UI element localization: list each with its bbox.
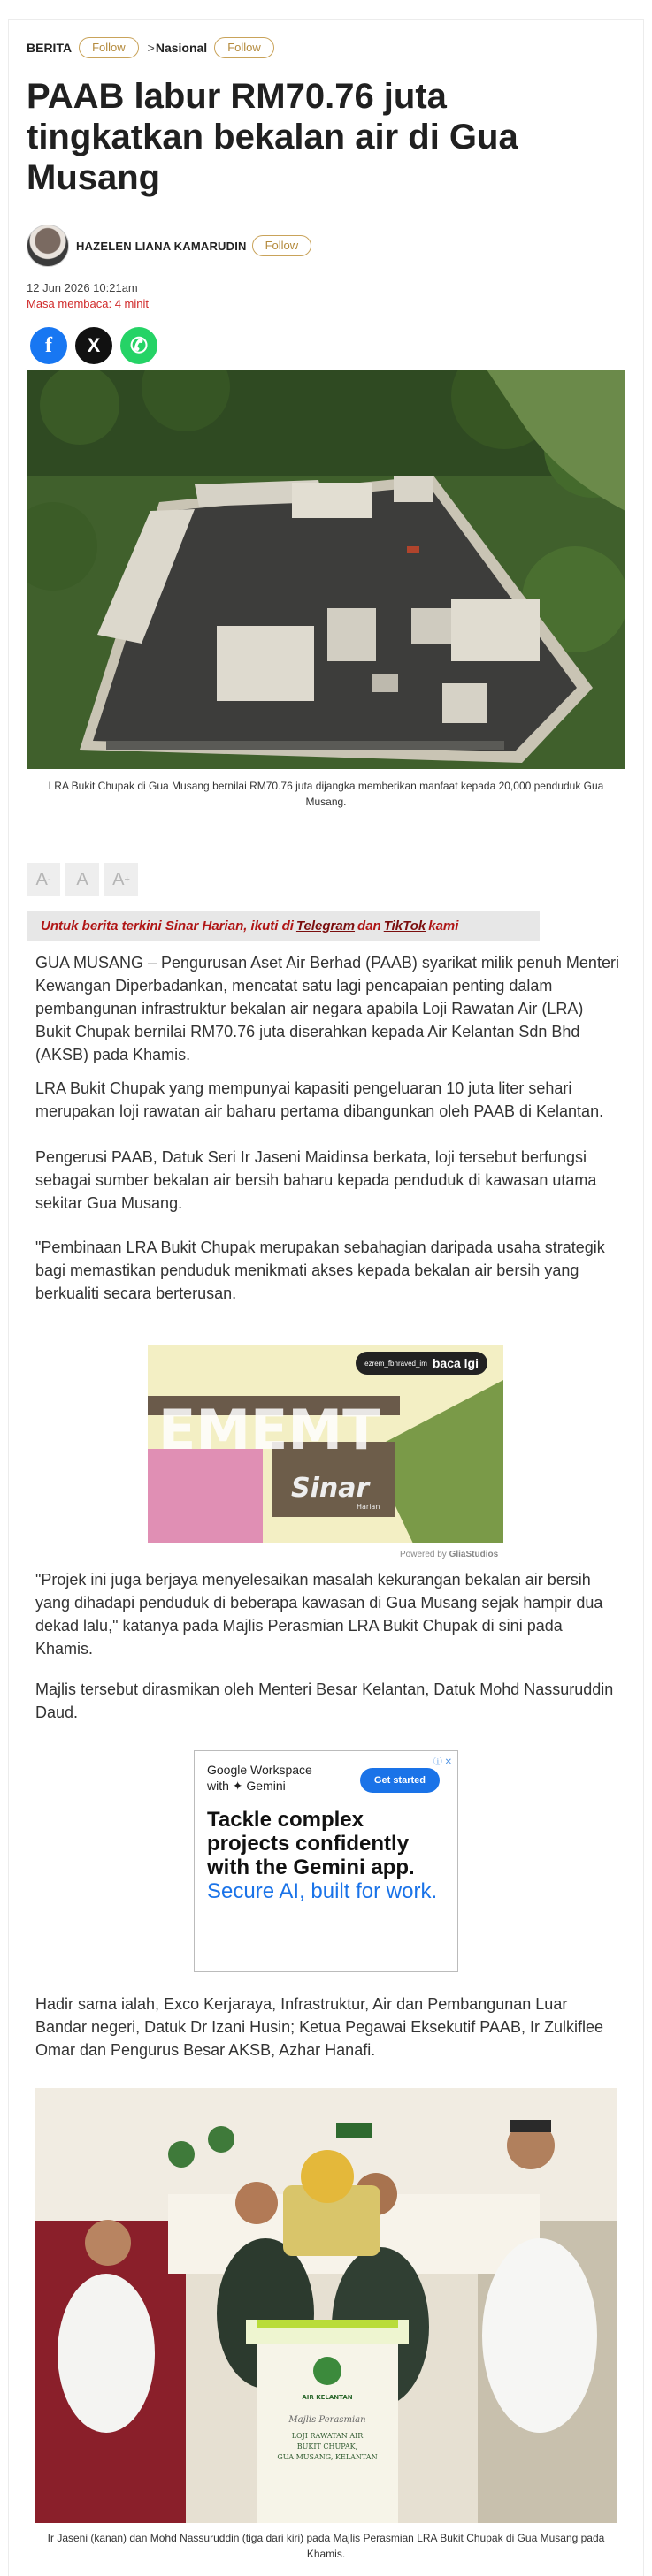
facebook-icon: f (45, 333, 52, 357)
podium-line2: BUKIT CHUPAK, (296, 2443, 358, 2450)
font-increase-button[interactable] (104, 863, 138, 896)
article-title: PAAB labur RM70.76 juta tingkatkan bekalan air di Gua Musang (27, 77, 518, 197)
article-paragraph: Pengerusi PAAB, Datuk Seri Ir Jaseni Maidinsa berkata, loji tersebut berfungsi sebagai sumber bekalan air bersih baharu kepada penduduk di kawasan utama sekitar Gua Musang. (35, 1148, 597, 1212)
follow-notice (27, 911, 540, 941)
aerial-plant-illustration (27, 370, 625, 769)
podium-line3: GUA MUSANG, KELANTAN (277, 2453, 378, 2461)
article-paragraph: Majlis tersebut dirasmikan oleh Menteri Besar Kelantan, Datuk Mohd Nassuruddin Daud. (35, 1680, 614, 1721)
svg-text:EMEMT: EMEMT (158, 1398, 380, 1462)
breadcrumb-section[interactable]: BERITA (27, 41, 73, 55)
font-increase-label: A (112, 869, 125, 889)
article-paragraph: Hadir sama ialah, Exco Kerjaraya, Infrastruktur, Air dan Pembangunan Luar Bandar negeri, Datuk Dr Izani Husin; Ketua Pegawai Eksekutif PAAB, Ir Zulkiflee Omar dan Pengurus Besar AKSB, Azhar Hanafi. (35, 1995, 603, 2059)
tiktok-link[interactable]: TikTok (383, 918, 426, 934)
font-reset-label: A (76, 869, 88, 889)
ad-badge-small: ezrem_fbnraved_im (364, 1359, 427, 1368)
ad-headline: Tackle complex projects confidently with the Gemini app. (207, 1808, 415, 1879)
author-name[interactable]: HAZELEN LIANA KAMARUDIN (76, 239, 247, 253)
font-decrease-label: A (35, 869, 48, 889)
author-avatar[interactable] (27, 225, 69, 267)
font-decrease-button[interactable] (27, 863, 60, 896)
whatsapp-share-button[interactable] (120, 327, 157, 364)
article-paragraph: "Pembinaan LRA Bukit Chupak merupakan sebahagian daripada usaha strategik bagi memastikan penduduk menikmati akses kepada bekalan air bersih yang berkualiti secara berterusan. (35, 1238, 605, 1302)
event-photo (35, 2088, 617, 2523)
ad-subline: Secure AI, built for work. (207, 1879, 438, 1903)
event-photo-caption: Ir Jaseni (kanan) dan Mohd Nassuruddin (tiga dari kiri) pada Majlis Perasmian LRA Bukit Chupak di Gua Musang pada Khamis. (47, 2532, 605, 2560)
hero-image (27, 370, 625, 769)
share-bar (30, 327, 157, 364)
podium-brand-text: AIR KELANTAN (302, 2394, 353, 2401)
minus-icon: - (47, 874, 51, 885)
powered-by-brand: GliaStudios (449, 1550, 499, 1559)
google-ad[interactable] (194, 1750, 458, 1972)
ad-brand-subtext: Harian (357, 1503, 380, 1511)
ad-get-started-button[interactable]: Get started (360, 1768, 440, 1793)
breadcrumb (27, 37, 283, 58)
article-paragraph: "Projek ini juga berjaya menyelesaikan masalah kekurangan bekalan air bersih yang dihadapi penduduk di beberapa kawasan di Gua Musang sejak hampir dua dekad lalu," katanya pada Majlis Perasmian LRA Bukit Chupak di sini pada Khamis. (35, 1571, 603, 1658)
follow-section-button[interactable]: Follow (79, 37, 139, 58)
article-paragraph: GUA MUSANG – Pengurusan Aset Air Berhad (PAAB) syarikat milik penuh Menteri Kewangan Diperbadankan, mencatat satu lagi pencapaian penting dalam pembangunan infrastruktur bekalan air negara apabila Loji Rawatan Air (LRA) Bukit Chupak bernilai RM70.76 juta diserahkan kepada Air Kelantan Sdn Bhd (AKSB) pada Khamis. (35, 954, 619, 1063)
whatsapp-icon: ✆ (129, 333, 149, 358)
ad-logo-line2: with ✦ Gemini (207, 1779, 286, 1793)
podium-script-text: Majlis Perasmian (288, 2415, 366, 2425)
x-icon: X (87, 334, 101, 356)
ad-badge-big: baca lgi (432, 1356, 479, 1370)
article-paragraph: LRA Bukit Chupak yang mempunyai kapasiti pengeluaran 10 juta liter sehari merupakan loji rawatan air baharu pertama dibangunkan oleh PAAB di Kelantan. (35, 1079, 604, 1120)
powered-by-label: Powered by (400, 1550, 447, 1559)
font-size-controls (27, 863, 138, 896)
facebook-share-button[interactable] (30, 327, 67, 364)
x-share-button[interactable] (75, 327, 112, 364)
breadcrumb-subsection[interactable]: Nasional (155, 41, 208, 55)
event-photo-illustration (35, 2088, 617, 2523)
publish-date: 12 Jun 2026 10:21am (27, 281, 138, 294)
notice-and: dan (357, 918, 381, 934)
ad-read-badge[interactable] (356, 1352, 487, 1375)
ad-choices-icon[interactable]: ⓘ ✕ (433, 1757, 452, 1767)
hero-caption: LRA Bukit Chupak di Gua Musang bernilai RM70.76 juta dijangka memberikan manfaat kepada 20,000 penduduk Gua Musang. (48, 780, 604, 808)
sponsored-banner[interactable] (148, 1345, 503, 1543)
font-reset-button[interactable] (65, 863, 99, 896)
notice-prefix: Untuk berita terkini Sinar Harian, ikuti di (41, 918, 294, 934)
breadcrumb-separator: > (147, 41, 155, 55)
powered-by[interactable] (400, 1550, 498, 1559)
author-block (27, 225, 320, 267)
ad-brand-text: Sinar (291, 1473, 370, 1504)
follow-subsection-button[interactable]: Follow (214, 37, 274, 58)
plus-icon: + (124, 874, 130, 885)
ad-logo-line1: Google Workspace (207, 1763, 312, 1777)
read-time: Masa membaca: 4 minit (27, 297, 149, 310)
follow-author-button[interactable]: Follow (252, 235, 312, 256)
podium-line1: LOJI RAWATAN AIR (291, 2432, 364, 2440)
telegram-link[interactable]: Telegram (295, 918, 356, 934)
notice-suffix: kami (428, 918, 459, 934)
